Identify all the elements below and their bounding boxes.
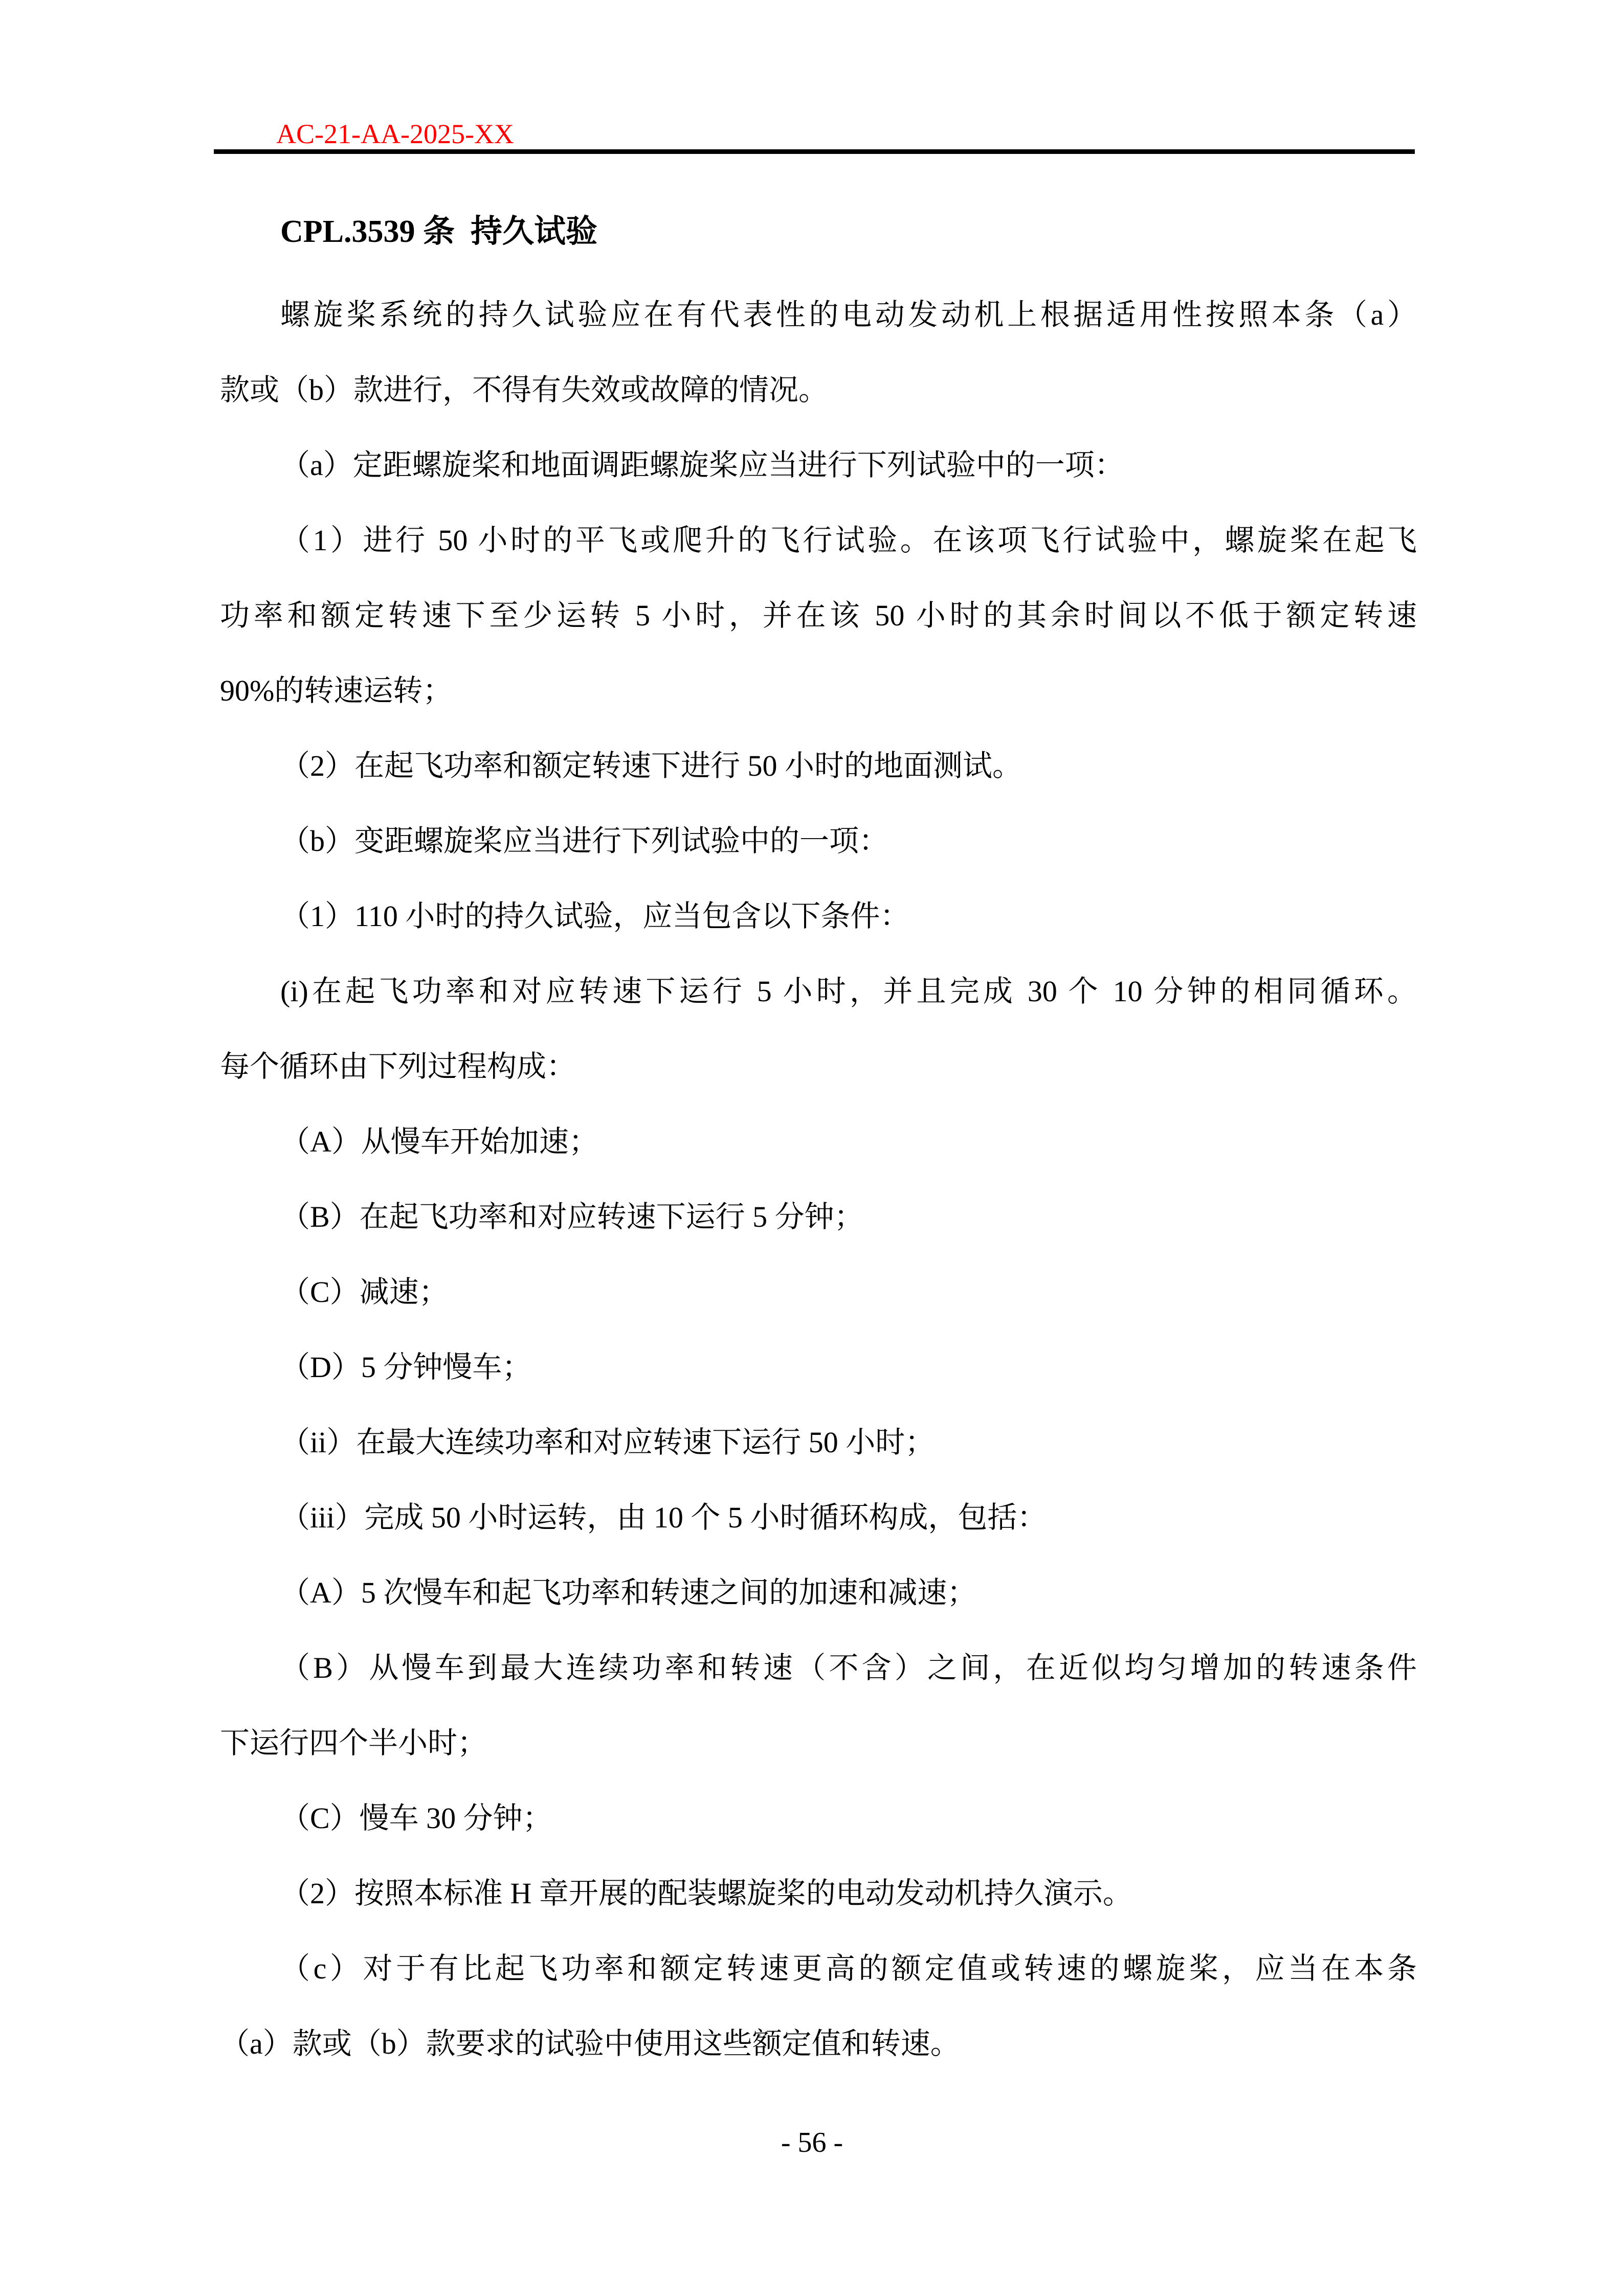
text-line: （C）减速； (280, 1275, 449, 1309)
text-line: 功率和额定转速下至少运转 5 小时，并在该 50 小时的其余时间以不低于额定转速 (220, 599, 1417, 632)
text-line: （a）款或（b）款要求的试验中使用这些额定值和转速。 (220, 2027, 960, 2060)
header-rule-divider (214, 149, 1415, 154)
text-line: （a）定距螺旋桨和地面调距螺旋桨应当进行下列试验中的一项： (280, 448, 1124, 482)
text-line: （1）进行 50 小时的平飞或爬升的飞行试验。在该项飞行试验中，螺旋桨在起飞 (280, 524, 1417, 557)
text-line: （ii）在最大连续功率和对应转速下运行 50 小时； (280, 1426, 935, 1459)
text-line: （2）在起飞功率和额定转速下进行 50 小时的地面测试。 (280, 749, 1022, 782)
section-title: CPL.3539 条 持久试验 (280, 214, 598, 249)
text-line: 螺旋桨系统的持久试验应在有代表性的电动发动机上根据适用性按照本条（a） (280, 298, 1417, 331)
text-line: 每个循环由下列过程构成： (220, 1050, 576, 1083)
text-line: （1）110 小时的持久试验，应当包含以下条件： (280, 899, 910, 933)
document-number-header: AC-21-AA-2025-XX (276, 119, 514, 149)
text-line: （b）变距螺旋桨应当进行下列试验中的一项： (280, 824, 889, 858)
page-number: - 56 - (781, 2127, 843, 2158)
text-line: （2）按照本标准 H 章开展的配装螺旋桨的电动发动机持久演示。 (280, 1877, 1132, 1910)
text-line: （iii）完成 50 小时运转，由 10 个 5 小时循环构成，包括： (280, 1501, 1047, 1534)
text-line: （A）5 次慢车和起飞功率和转速之间的加速和减速； (280, 1576, 977, 1609)
text-line: （C）慢车 30 分钟； (280, 1802, 552, 1835)
text-line: 90%的转速运转； (220, 674, 453, 707)
text-line: （D）5 分钟慢车； (280, 1350, 532, 1384)
text-line: 款或（b）款进行，不得有失效或故障的情况。 (220, 373, 829, 407)
text-line: （B）在起飞功率和对应转速下运行 5 分钟； (280, 1200, 864, 1233)
text-line: (i)在起飞功率和对应转速下运行 5 小时，并且完成 30 个 10 分钟的相同循环。 (280, 975, 1417, 1008)
text-line: 下运行四个半小时； (220, 1726, 487, 1760)
text-line: （B）从慢车到最大连续功率和转速（不含）之间，在近似均匀增加的转速条件 (280, 1651, 1417, 1684)
text-line: （c）对于有比起飞功率和额定转速更高的额定值或转速的螺旋桨，应当在本条 (280, 1952, 1417, 1985)
text-line: （A）从慢车开始加速； (280, 1125, 598, 1158)
body-text (220, 277, 1417, 2081)
